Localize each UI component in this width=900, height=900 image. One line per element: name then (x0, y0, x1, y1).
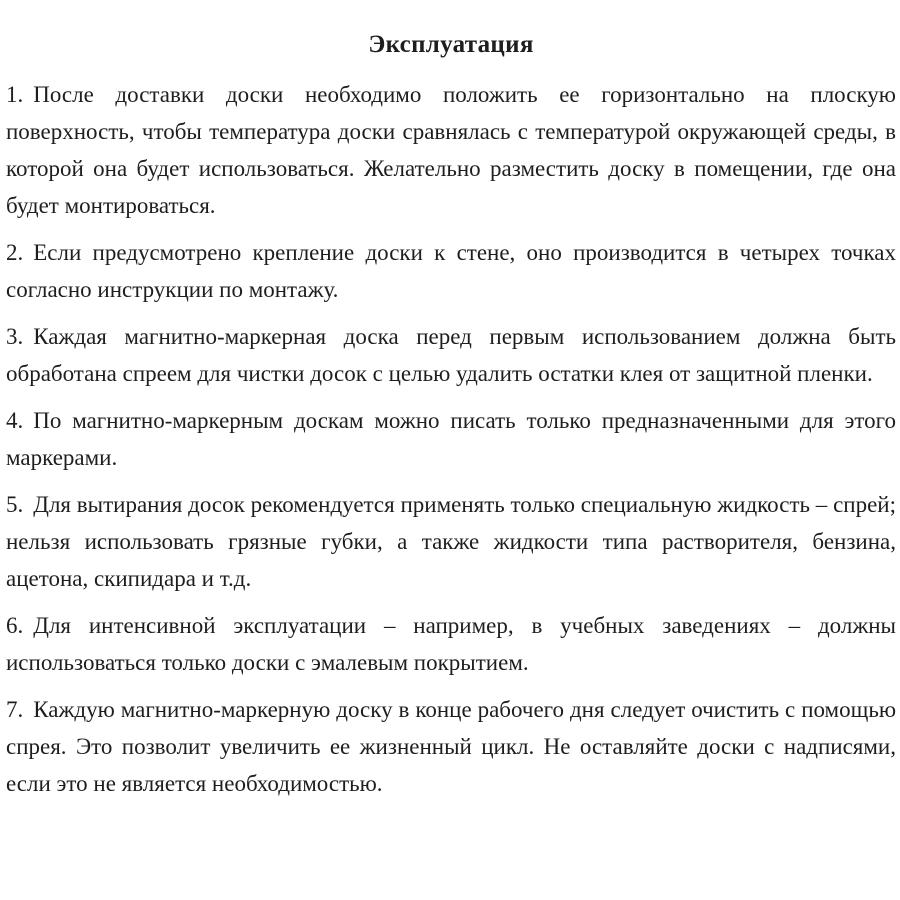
item-number: 6. (6, 613, 24, 638)
instruction-item-7 (6, 691, 896, 802)
item-text: Каждую магнитно-маркерную доску в конце рабочего дня следует очистить с помощью спрея. Это позволит увеличить ее жизненный цикл. Не оставляйте доски с надписями, если это не является необходимостью. (6, 697, 896, 796)
document-title: Эксплуатация (368, 31, 534, 58)
instruction-item-1 (6, 76, 896, 224)
instruction-item-5 (6, 486, 896, 597)
item-text: По магнитно-маркерным доскам можно писать только предназначенными для этого маркерами. (6, 408, 896, 470)
item-number: 4. (6, 408, 24, 433)
item-text: Для вытирания досок рекомендуется применять только специальную жидкость – спрей; нельзя использовать грязные губки, а также жидкости типа растворителя, бензина, ацетона, скипидара и т.д. (6, 492, 896, 591)
item-number: 5. (6, 492, 24, 517)
instructions-list (6, 76, 896, 802)
item-text: Для интенсивной эксплуатации – например, в учебных заведениях – должны использоваться только доски с эмалевым покрытием. (6, 613, 896, 675)
item-text: После доставки доски необходимо положить ее горизонтально на плоскую поверхность, чтобы температура доски сравнялась с температурой окружающей среды, в которой она будет использоваться. Желательно разместить доску в помещении, где она будет монтироваться. (6, 82, 896, 218)
item-number: 3. (6, 324, 24, 349)
instruction-item-6 (6, 607, 896, 681)
item-text: Если предусмотрено крепление доски к стене, оно производится в четырех точках согласно инструкции по монтажу. (6, 240, 896, 302)
item-number: 1. (6, 82, 24, 107)
item-text: Каждая магнитно-маркерная доска перед первым использованием должна быть обработана спреем для чистки досок с целью удалить остатки клея от защитной пленки. (6, 324, 896, 386)
item-number: 7. (6, 697, 24, 722)
item-number: 2. (6, 240, 24, 265)
instruction-item-4 (6, 402, 896, 476)
instruction-item-2 (6, 234, 896, 308)
instruction-item-3 (6, 318, 896, 392)
